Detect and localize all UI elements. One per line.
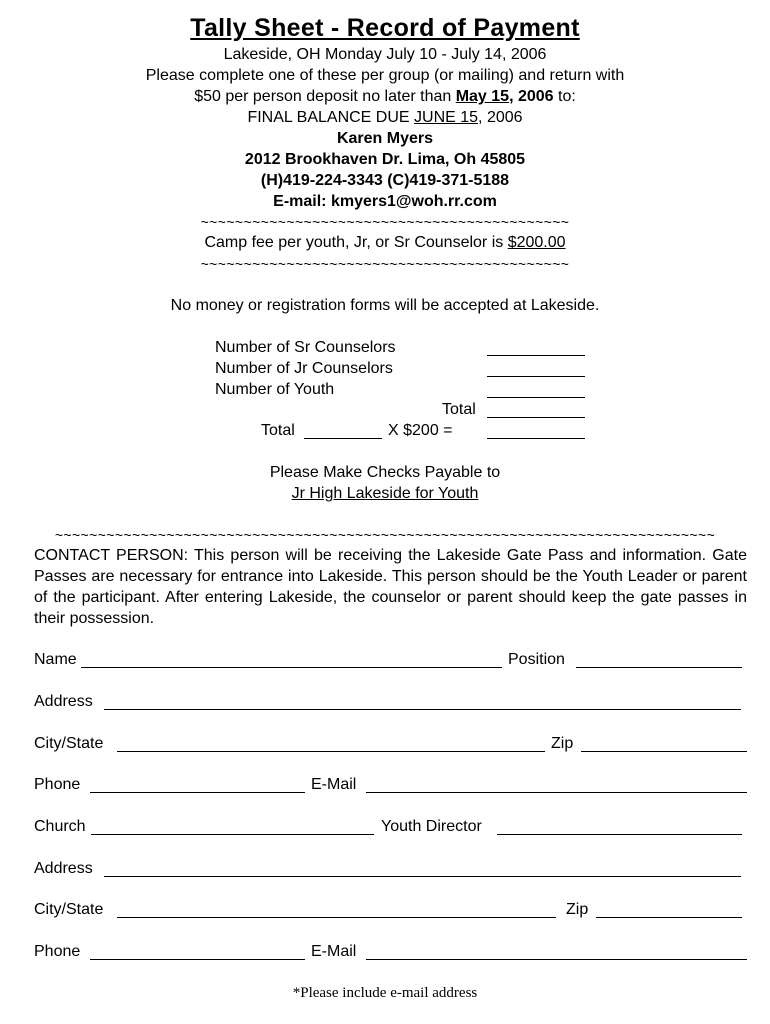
- final-balance-pre: FINAL BALANCE DUE: [247, 109, 415, 126]
- address-label: Address: [34, 693, 93, 710]
- notice-text: No money or registration forms will be accepted at Lakeside.: [170, 297, 600, 314]
- city-state-field[interactable]: [117, 751, 545, 752]
- phone-2-field[interactable]: [90, 959, 305, 960]
- position-label: Position: [508, 651, 565, 668]
- youth-blank[interactable]: [487, 397, 585, 398]
- page-title: Tally Sheet - Record of Payment: [190, 14, 580, 42]
- calc-total-label: Total: [261, 422, 295, 439]
- city-state-2-field[interactable]: [117, 917, 556, 918]
- deposit-deadline-date: May 15: [455, 88, 510, 105]
- phone-field[interactable]: [90, 792, 305, 793]
- sr-counselors-blank[interactable]: [487, 355, 585, 356]
- email-2-field[interactable]: [366, 959, 747, 960]
- address-2-label: Address: [34, 860, 93, 877]
- calc-total-blank[interactable]: [304, 438, 382, 439]
- contact-phones: (H)419-224-3343 (C)419-371-5188: [260, 172, 510, 189]
- instructions-line-2-pre: $50 per person deposit no later than: [194, 88, 456, 105]
- contact-person-paragraph: CONTACT PERSON: This person will be receiving the Lakeside Gate Pass and information. Gate Passes are necessary for entrance into Lakeside. This person should be the Youth Leader or parent of the participant. After entering Lakeside, the counselor or parent should keep the gate passes in their possession.: [34, 547, 747, 627]
- calc-result-blank[interactable]: [487, 438, 585, 439]
- youth-director-field[interactable]: [497, 834, 742, 835]
- payable-line-2: Jr High Lakeside for Youth: [291, 485, 479, 502]
- address-field[interactable]: [104, 709, 741, 710]
- email-label: E-Mail: [311, 776, 357, 793]
- zip-label: Zip: [551, 735, 574, 752]
- zip-2-label: Zip: [566, 901, 589, 918]
- fee-amount: $200.00: [507, 234, 566, 251]
- contact-name: Karen Myers: [336, 130, 434, 147]
- final-balance-date: JUNE 15: [414, 109, 479, 126]
- instructions-line-2-post: to:: [553, 88, 576, 105]
- event-line: Lakeside, OH Monday July 10 - July 14, 2006: [223, 46, 547, 63]
- church-label: Church: [34, 818, 86, 835]
- email-field[interactable]: [366, 792, 747, 793]
- sr-counselors-label: Number of Sr Counselors: [215, 339, 396, 356]
- instructions-line-1: Please complete one of these per group (or mailing) and return with: [145, 67, 625, 84]
- youth-director-label: Youth Director: [381, 818, 482, 835]
- instructions-line-2: [0, 87, 770, 107]
- youth-label: Number of Youth: [215, 381, 335, 398]
- city-state-label: City/State: [34, 735, 104, 752]
- phone-2-label: Phone: [34, 943, 81, 960]
- payable-line-1: Please Make Checks Payable to: [269, 464, 501, 481]
- zip-field[interactable]: [581, 751, 747, 752]
- calc-multiplier: X $200 =: [388, 422, 453, 439]
- name-field[interactable]: [81, 667, 502, 668]
- fee-line: [0, 233, 770, 253]
- position-field[interactable]: [576, 667, 742, 668]
- city-state-2-label: City/State: [34, 901, 104, 918]
- email-2-label: E-Mail: [311, 943, 357, 960]
- phone-label: Phone: [34, 776, 81, 793]
- deposit-deadline-year: , 2006: [509, 88, 554, 105]
- final-balance-line: [0, 108, 770, 128]
- name-label: Name: [34, 651, 77, 668]
- address-2-field[interactable]: [104, 876, 741, 877]
- jr-counselors-blank[interactable]: [487, 376, 585, 377]
- tally-total-label: Total: [442, 401, 476, 418]
- zip-2-field[interactable]: [596, 917, 742, 918]
- footer-note: *Please include e-mail address: [292, 985, 478, 1001]
- fee-text: Camp fee per youth, Jr, or Sr Counselor is: [204, 234, 508, 251]
- church-field[interactable]: [91, 834, 374, 835]
- contact-divider: ~~~~~~~~~~~~~~~~~~~~~~~~~~~~~~~~~~~~~~~~~~~~~~~~~~~~~~~~~~~~~~~~~~~~~~~~~~~~~: [54, 527, 716, 543]
- jr-counselors-label: Number of Jr Counselors: [215, 360, 393, 377]
- final-balance-year: , 2006: [478, 109, 523, 126]
- contact-address: 2012 Brookhaven Dr. Lima, Oh 45805: [244, 151, 526, 168]
- contact-email: E-mail: kmyers1@woh.rr.com: [273, 193, 497, 210]
- fee-divider-top: ~~~~~~~~~~~~~~~~~~~~~~~~~~~~~~~~~~~~~~~~~~~: [200, 214, 570, 230]
- fee-divider-bottom: ~~~~~~~~~~~~~~~~~~~~~~~~~~~~~~~~~~~~~~~~~~~: [200, 256, 570, 272]
- tally-total-blank[interactable]: [487, 417, 585, 418]
